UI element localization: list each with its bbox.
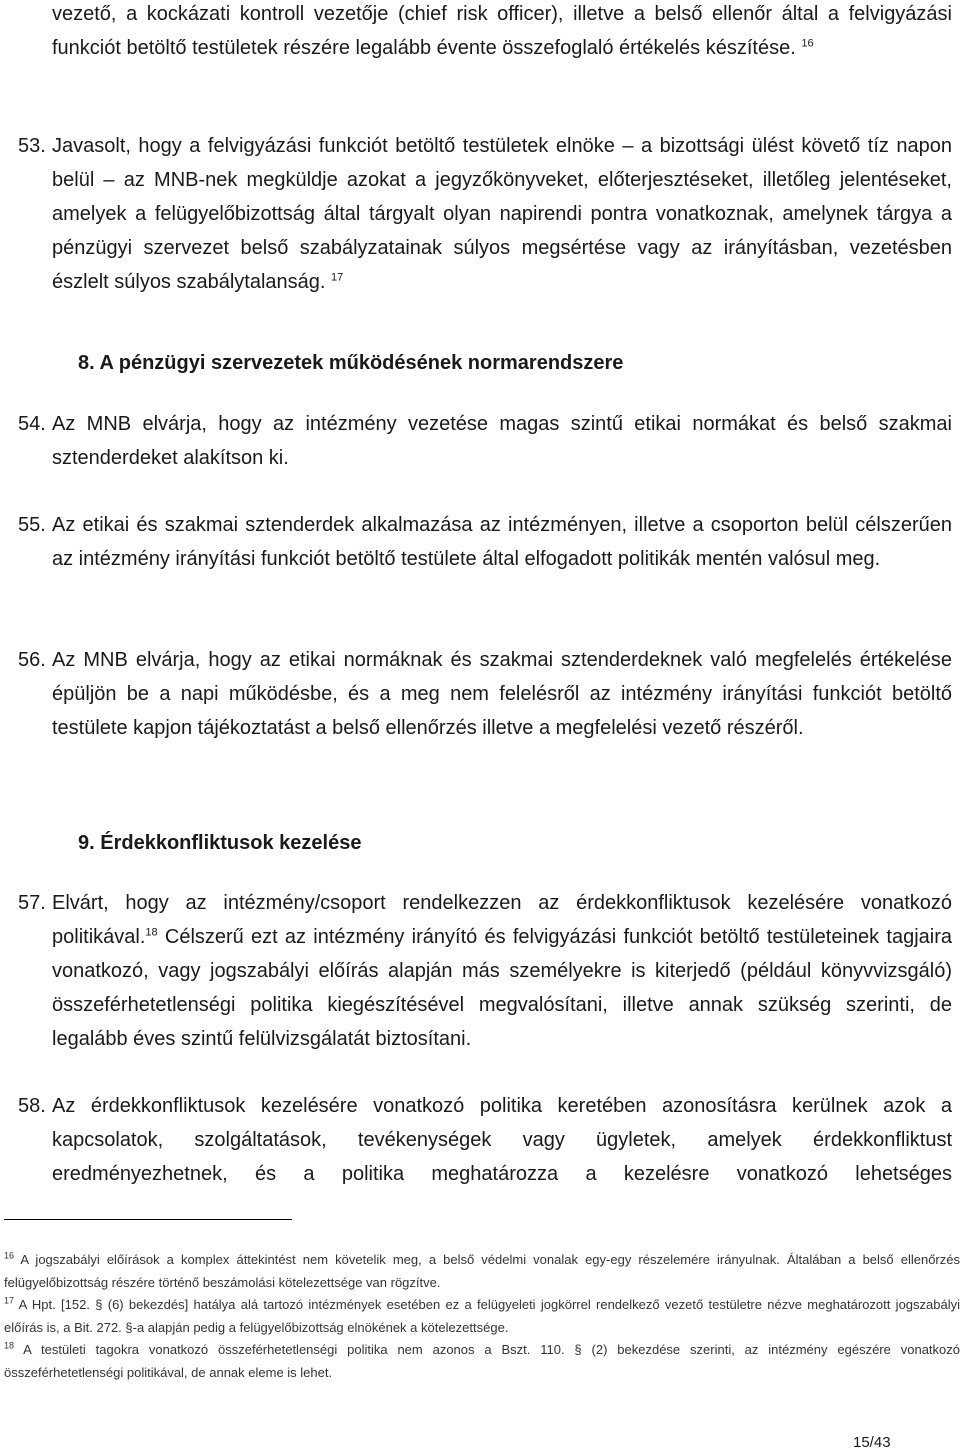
paragraph-55: Az etikai és szakmai sztenderdek alkalmazása az intézményen, illetve a csoporton belül célszerűen az intézmény irányítási funkciót betöltő testülete által elfogadott politikák mentén valósul meg. <box>52 514 952 570</box>
paragraph-number-55: 55. <box>18 514 46 536</box>
footnote-17 <box>4 1294 960 1339</box>
paragraph-53 <box>52 129 952 299</box>
paragraph-56: Az MNB elvárja, hogy az etikai normáknak és szakmai sztenderdeknek való megfelelés értékelése épüljön be a napi működésbe, és a meg nem felelésről az intézmény irányítási funkciót betöltő testülete kapjon tájékoztatást a belső ellenőrzés illetve a megfelelési vezető részéről. <box>52 649 952 739</box>
paragraph-number-54: 54. <box>18 413 46 435</box>
page-number: 15/43 <box>853 1434 891 1451</box>
paragraph-53-text: Javasolt, hogy a felvigyázási funkciót betöltő testületek elnöke – a bizottsági ülést követő tíz napon belül – az MNB-nek megküldje azokat a jegyzőkönyveket, előterjesztéseket, illetőleg jelentéseket, amelyek a felügyelőbizottság által tárgyalt olyan napirendi pontra vonatkoznak, amelynek tárgya a pénzügyi szervezet belső szabályzatainak súlyos megsértése vagy az irányításban, vezetésben észlelt súlyos szabálytalanság. <box>52 135 952 293</box>
footnote-17-number: 17 <box>4 1295 15 1306</box>
footnote-18-number: 18 <box>4 1340 15 1351</box>
paragraph-57 <box>52 886 952 1056</box>
footnote-ref-18[interactable]: 18 <box>145 926 158 939</box>
intro-text: vezető, a kockázati kontroll vezetője (chief risk officer), illetve a belső ellenőr által a felvigyázási funkciót betöltő testületek részére legalább évente összefoglaló értékelés készítése. <box>52 3 952 59</box>
section-heading-8: 8. A pénzügyi szervezetek működésének normarendszere <box>78 352 624 374</box>
footnote-16-text: A jogszabályi előírások a komplex áttekintést nem követelik meg, a belső védelmi vonalak egy-egy részelemére irányulnak. Általában a belső ellenőrzés felügyelőbizottság részére történő beszámolási kötelezettsége van rögzítve. <box>4 1252 960 1290</box>
paragraph-number-53: 53. <box>18 135 46 157</box>
footnote-17-text: A Hpt. [152. § (6) bekezdés] hatálya alá tartozó intézmények esetében ez a felügyeleti jogkörrel rendelkező vezető testületre nézve meghatározott jogszabályi előírás is, a Bit. 272. §-a alapján pedig a felügyelőbizottság elnökének a kötelezettsége. <box>4 1297 960 1335</box>
paragraph-57-text-b: Célszerű ezt az intézmény irányító és felvigyázási funkciót betöltő testületeinek tagjaira vonatkozó, vagy jogszabályi előírás alapján más személyekre is kiterjedő (például könyvvizsgáló) összeférhetetlenségi politika kiegészítésével megvalósítani, illetve annak szükség szerinti, de legalább éves szintű felülvizsgálatát biztosítani. <box>52 926 952 1050</box>
paragraph-58: Az érdekkonfliktusok kezelésére vonatkozó politika keretében azonosításra kerülnek azok a kapcsolatok, szolgáltatások, tevékenységek vagy ügyletek, amelyek érdekkonfliktust eredményezhetnek, és a politika meghatározza a kezelésre vonatkozó lehetséges <box>52 1095 952 1185</box>
paragraph-54: Az MNB elvárja, hogy az intézmény vezetése magas szintű etikai normákat és belső szakmai sztenderdeket alakítson ki. <box>52 413 952 469</box>
intro-paragraph <box>52 0 952 65</box>
footnote-18 <box>4 1339 960 1384</box>
paragraph-57-text-a: Elvárt, hogy az intézmény/csoport rendelkezzen az érdekkonfliktusok kezelésére vonatkozó politikával. <box>52 892 952 948</box>
section-heading-9: 9. Érdekkonfliktusok kezelése <box>78 832 362 854</box>
footnote-ref-17[interactable]: 17 <box>331 271 344 284</box>
footnote-separator <box>4 1219 292 1220</box>
footnote-18-text: A testületi tagokra vonatkozó összeférhetetlenségi politika nem azonos a Bszt. 110. § (2) bekezdése szerinti, az intézmény egészére vonatkozó összeférhetetlenségi politikával, de annak eleme is lehet. <box>4 1342 960 1380</box>
paragraph-number-57: 57. <box>18 892 46 914</box>
paragraph-number-56: 56. <box>18 649 46 671</box>
footnote-16-number: 16 <box>4 1250 15 1261</box>
footnote-16 <box>4 1249 960 1294</box>
footnote-ref-16[interactable]: 16 <box>801 37 814 50</box>
paragraph-number-58: 58. <box>18 1095 46 1117</box>
